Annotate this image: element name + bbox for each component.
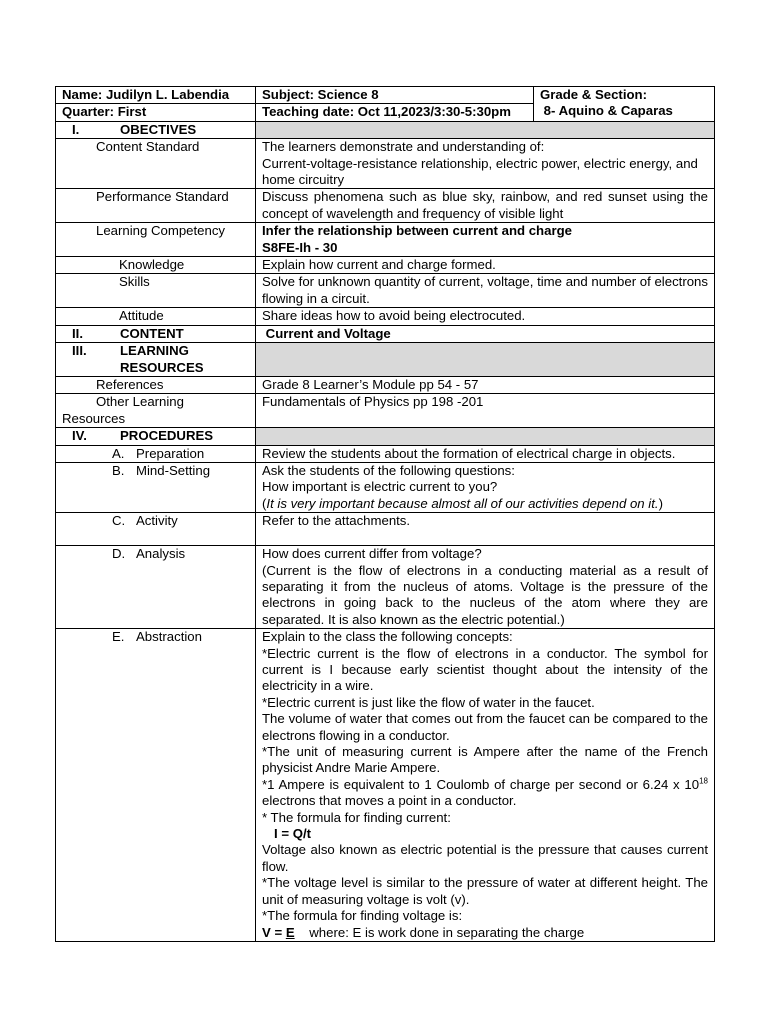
content-standard-label: Content Standard xyxy=(56,139,256,189)
step-letter: C. xyxy=(112,513,126,529)
mindsetting-answer-text: It is very important because almost all of our activities depend on it. xyxy=(266,495,659,511)
section-procedures xyxy=(56,428,715,445)
section-objectives xyxy=(56,121,715,138)
abstraction-p5 xyxy=(262,777,708,810)
teacher-name: Name: Judilyn L. Labendia xyxy=(56,87,256,104)
competency xyxy=(256,223,715,257)
section-content xyxy=(56,325,715,342)
analysis-answer: (Current is the flow of electrons in a conducting material as a result of separating it from the nucleus of atoms. Voltage is the pressure of the electrons in going back to the nucleus of the atom where they are separated. It is also known as the electric potential.) xyxy=(262,562,708,627)
abstraction-p2: *Electric current is just like the flow of water in the faucet. xyxy=(262,694,595,710)
competency-label: Learning Competency xyxy=(56,223,256,257)
paren-close: ) xyxy=(658,495,663,511)
mindsetting-line: How important is electric current to you? xyxy=(262,479,498,495)
step-label: Analysis xyxy=(136,546,186,562)
preparation: Review the students about the formation of electrical charge in objects. xyxy=(256,445,715,462)
attitude: Share ideas how to avoid being electrocuted. xyxy=(256,308,715,325)
abstraction-p1: *Electric current is the flow of electrons in a conductor. The symbol for current is I because early scientist thought about the intensity of the electricity in a wire. xyxy=(262,645,708,694)
analysis xyxy=(256,546,715,629)
grade-label: Grade & Section: xyxy=(540,87,647,102)
knowledge: Explain how current and charge formed. xyxy=(256,257,715,274)
row-preparation xyxy=(56,445,715,462)
row-competency xyxy=(56,223,715,257)
row-content-standard xyxy=(56,139,715,189)
abstraction-p7: Voltage also known as electric potential is the pressure that causes current flow. xyxy=(262,842,708,874)
competency-code: S8FE-Ih - 30 xyxy=(262,239,338,255)
content-value: Current and Voltage xyxy=(256,325,715,342)
formula-voltage xyxy=(262,925,708,941)
references-label: References xyxy=(56,376,256,393)
section-title: CONTENT xyxy=(120,325,184,341)
section-num: IV. xyxy=(72,428,87,444)
section-title: LEARNING RESOURCES xyxy=(120,343,204,375)
mindsetting xyxy=(256,462,715,512)
step-letter: D. xyxy=(112,546,126,562)
other-resources: Fundamentals of Physics pp 198 -201 xyxy=(256,394,715,428)
activity: Refer to the attachments. xyxy=(256,513,715,546)
abstraction-p5a: *1 Ampere is equivalent to 1 Coulomb of charge per second or 6.24 x 10 xyxy=(262,776,700,792)
teaching-date: Teaching date: Oct 11,2023/3:30-5:30pm xyxy=(256,104,534,121)
abstraction-p9: *The formula for finding voltage is: xyxy=(262,908,463,924)
mindsetting-line: Ask the students of the following questions: xyxy=(262,462,515,478)
skills: Solve for unknown quantity of current, voltage, time and number of electrons flowing in a circuit. xyxy=(256,274,715,308)
skills-label: Skills xyxy=(56,274,256,308)
abstraction-p4: *The unit of measuring current is Ampere after the name of the French physicist Andre Marie Ampere. xyxy=(262,744,708,776)
abstraction-p8: *The voltage level is similar to the pressure of water at different height. The unit of measuring voltage is volt (v). xyxy=(262,875,708,907)
section-num: III. xyxy=(72,343,87,359)
row-references xyxy=(56,376,715,393)
row-attitude xyxy=(56,308,715,325)
row-mindsetting xyxy=(56,462,715,512)
row-other-resources xyxy=(56,394,715,428)
row-analysis xyxy=(56,546,715,629)
mindsetting-answer xyxy=(262,496,708,512)
section-resources xyxy=(56,343,715,377)
step-label: Abstraction xyxy=(136,629,202,645)
step-letter: E. xyxy=(112,629,125,645)
competency-text: Infer the relationship between current and charge xyxy=(262,223,572,239)
row-knowledge xyxy=(56,257,715,274)
abstraction-p5b: electrons that moves a point in a conductor. xyxy=(262,793,517,809)
row-skills xyxy=(56,274,715,308)
header-row-1 xyxy=(56,87,715,104)
section-shade xyxy=(256,428,715,445)
content-standard xyxy=(256,139,715,189)
step-letter: A. xyxy=(112,445,125,461)
paren-open: ( xyxy=(262,495,267,511)
section-title: PROCEDURES xyxy=(120,428,214,444)
content-standard-line: The learners demonstrate and understanding of: xyxy=(262,139,545,155)
formula-e: E xyxy=(285,924,295,940)
knowledge-label: Knowledge xyxy=(56,257,256,274)
step-label: Preparation xyxy=(136,445,205,461)
quarter: Quarter: First xyxy=(56,104,256,121)
step-label: Activity xyxy=(136,513,178,529)
section-shade xyxy=(256,121,715,138)
attitude-label: Attitude xyxy=(56,308,256,325)
abstraction-p3: The volume of water that comes out from the faucet can be compared to the electrons flowing in a conductor. xyxy=(262,711,708,743)
section-title: OBECTIVES xyxy=(120,121,197,137)
analysis-question: How does current differ from voltage? xyxy=(262,546,482,562)
subject: Subject: Science 8 xyxy=(256,87,534,104)
formula-current: I = Q/t xyxy=(274,826,312,842)
row-performance-standard xyxy=(56,189,715,223)
section-shade xyxy=(256,343,715,377)
exponent: 18 xyxy=(699,776,708,786)
step-label: Mind-Setting xyxy=(136,462,211,478)
formula-where: where: E is work done in separating the charge xyxy=(294,924,585,940)
grade-value: 8- Aquino & Caparas xyxy=(540,103,673,119)
lesson-plan xyxy=(55,86,714,942)
formula-v: V = xyxy=(262,924,286,940)
abstraction xyxy=(256,629,715,942)
lesson-plan-table xyxy=(55,86,715,942)
references: Grade 8 Learner’s Module pp 54 - 57 xyxy=(256,376,715,393)
performance-standard-label: Performance Standard xyxy=(56,189,256,223)
other-resources-label: Other Learning Resources xyxy=(56,394,256,428)
content-standard-line: Current-voltage-resistance relationship, electric power, electric energy, and home circuitry xyxy=(262,155,698,188)
abstraction-intro: Explain to the class the following concepts: xyxy=(262,629,513,645)
row-activity xyxy=(56,513,715,546)
row-abstraction xyxy=(56,629,715,942)
abstraction-p6: * The formula for finding current: xyxy=(262,809,451,825)
step-letter: B. xyxy=(112,462,125,478)
grade-section xyxy=(534,87,715,122)
section-num: II. xyxy=(72,325,83,341)
performance-standard: Discuss phenomena such as blue sky, rainbow, and red sunset using the concept of wavelength and frequency of visible light xyxy=(256,189,715,223)
section-num: I. xyxy=(72,121,80,137)
